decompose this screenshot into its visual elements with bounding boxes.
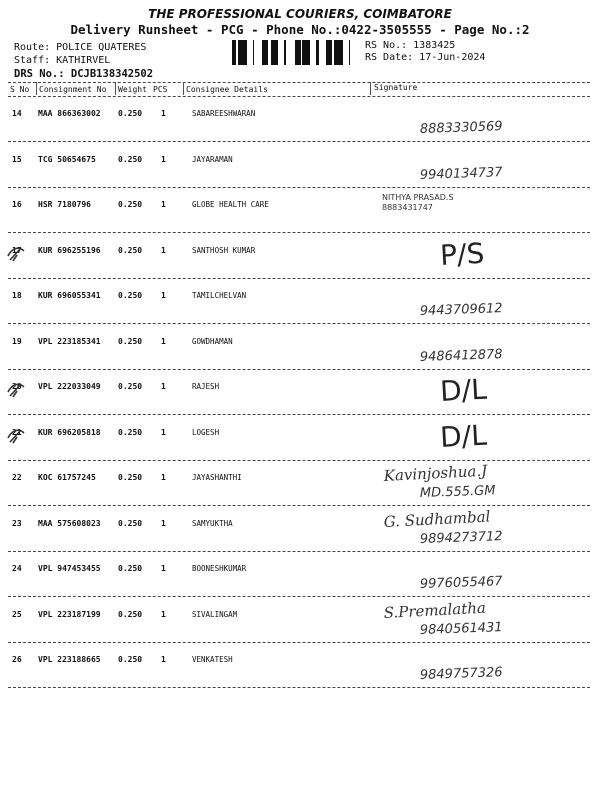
row-weight: 0.250: [118, 473, 143, 482]
signature-print: NITHYA PRASAD.S: [382, 193, 454, 202]
signature-area: [370, 416, 595, 460]
row-sno: 21: [12, 427, 22, 437]
staff-label: Staff: KATHIRVEL: [14, 55, 111, 66]
header-divider: [370, 82, 371, 95]
row-sno: 15: [12, 154, 22, 164]
signature-phone: 9849757326: [419, 665, 503, 683]
row-consignee: TAMILCHELVAN: [192, 291, 247, 300]
row-consignment: KUR 696205818: [38, 427, 101, 437]
row-pcs: 1: [161, 655, 166, 664]
signature-line-1: Kavinjoshua.J: [383, 461, 488, 485]
signature-phone: 9894273712: [419, 528, 503, 547]
drs-number: DRS No.: DCJB138342502: [14, 68, 154, 80]
row-pcs: 1: [161, 245, 166, 255]
row-consignment: VPL 223187199: [38, 609, 101, 619]
table-row: [0, 325, 600, 370]
signature-area: [370, 279, 595, 323]
pen-mark-icon: [5, 242, 27, 264]
row-divider: [8, 687, 590, 688]
row-weight: 0.250: [118, 336, 143, 346]
row-consignment: VPL 223185341: [38, 336, 101, 346]
row-consignment: HSR 7180796: [38, 200, 91, 209]
company-name: THE PROFESSIONAL COURIERS, COIMBATORE: [148, 7, 452, 21]
signature-phone: 9486412878: [419, 346, 503, 365]
row-weight: 0.250: [118, 609, 143, 619]
signature-area: [370, 598, 595, 642]
table-row: [0, 188, 600, 233]
row-weight: 0.250: [118, 427, 143, 437]
signature-line-1: D/L: [439, 372, 488, 409]
row-weight: 0.250: [118, 245, 143, 255]
row-sno: 16: [12, 200, 22, 209]
header-weight: Weight: [118, 85, 147, 94]
signature-area: [370, 552, 595, 596]
row-sno: 25: [12, 609, 22, 619]
runsheet-title: Delivery Runsheet - PCG - Phone No.:0422-3505555 - Page No.:2: [70, 22, 530, 37]
signature-area: [370, 461, 595, 505]
row-consignee: BOONESHKUMAR: [192, 564, 247, 573]
header-sno: S No: [10, 85, 30, 94]
signature-phone: MD.555.GM: [419, 483, 496, 501]
row-sno: 18: [12, 291, 22, 300]
signature-phone: 9443709612: [419, 301, 503, 319]
row-pcs: 1: [161, 336, 166, 346]
row-consignment: VPL 223188665: [38, 655, 101, 664]
signature-phone: 9840561431: [419, 619, 503, 638]
row-pcs: 1: [161, 154, 166, 164]
row-consignment: VPL 947453455: [38, 564, 101, 573]
row-pcs: 1: [161, 473, 166, 482]
row-consignee: GOWDHAMAN: [192, 336, 233, 346]
header-signature: Signature: [374, 83, 418, 92]
signature-area: [370, 97, 595, 141]
row-weight: 0.250: [118, 655, 143, 664]
signature-phone: 9940134737: [419, 164, 503, 183]
row-consignment: MAA 866363002: [38, 109, 101, 118]
route-label: Route: POLICE QUATERES: [14, 42, 147, 53]
row-pcs: 1: [161, 518, 166, 528]
header-consignment: Consignment No: [39, 85, 107, 94]
signature-area: [370, 143, 595, 187]
table-row: [0, 643, 600, 688]
row-consignee: SANTHOSH KUMAR: [192, 245, 256, 255]
pen-mark-icon: [5, 378, 27, 400]
signature-area: [370, 188, 595, 232]
row-consignment: KUR 696055341: [38, 291, 101, 300]
table-row: [0, 234, 600, 279]
row-weight: 0.250: [118, 564, 143, 573]
row-sno: 24: [12, 564, 22, 573]
row-consignee: RAJESH: [192, 382, 220, 391]
table-row: [0, 97, 600, 142]
table-row: [0, 370, 600, 415]
header-divider: [115, 82, 116, 95]
row-consignment: KUR 696255196: [38, 245, 101, 255]
row-weight: 0.250: [118, 200, 143, 209]
signature-area: [370, 370, 595, 414]
row-consignee: GLOBE HEALTH CARE: [192, 200, 269, 209]
row-sno: 17: [12, 245, 22, 255]
rs-number: RS No.: 1383425: [365, 40, 456, 51]
row-consignee: JAYASHANTHI: [192, 473, 242, 482]
row-pcs: 1: [161, 427, 166, 437]
row-pcs: 1: [161, 382, 166, 391]
row-weight: 0.250: [118, 109, 143, 118]
signature-area: [370, 234, 595, 278]
row-consignee: SABAREESHWARAN: [192, 109, 256, 118]
header-divider: [36, 82, 37, 95]
table-row: [0, 552, 600, 597]
row-pcs: 1: [161, 200, 166, 209]
row-weight: 0.250: [118, 291, 143, 300]
pen-mark-icon: [5, 424, 27, 446]
row-weight: 0.250: [118, 154, 143, 164]
header-divider: [183, 82, 184, 95]
row-pcs: 1: [161, 564, 166, 573]
row-pcs: 1: [161, 609, 166, 619]
row-sno: 23: [12, 518, 22, 528]
signature-area: [370, 325, 595, 369]
header-top-line: [8, 82, 590, 83]
signature-line-1: P/S: [439, 236, 486, 272]
row-consignee: VENKATESH: [192, 655, 233, 664]
row-pcs: 1: [161, 291, 166, 300]
row-sno: 20: [12, 382, 22, 391]
rs-date: RS Date: 17-Jun-2024: [365, 52, 486, 63]
row-consignee: LOGESH: [192, 427, 220, 437]
table-row: [0, 507, 600, 552]
row-consignment: TCG 50654675: [38, 154, 96, 164]
row-sno: 19: [12, 336, 22, 346]
signature-line-1: S.Premalatha: [383, 598, 487, 622]
row-weight: 0.250: [118, 382, 143, 391]
row-consignment: VPL 222033049: [38, 382, 101, 391]
signature-phone: 9976055467: [419, 574, 503, 592]
row-consignment: MAA 575608023: [38, 518, 101, 528]
row-consignment: KOC 61757245: [38, 473, 96, 482]
signature-line-1: G. Sudhambal: [383, 506, 491, 531]
signature-area: [370, 643, 595, 687]
table-row: [0, 143, 600, 188]
row-sno: 26: [12, 655, 22, 664]
table-row: [0, 416, 600, 461]
table-row: [0, 598, 600, 643]
header-consignee: Consignee Details: [186, 85, 268, 94]
signature-print-2: 8883431747: [382, 203, 433, 212]
row-consignee: SAMYUKTHA: [192, 518, 233, 528]
table-row: [0, 279, 600, 324]
row-sno: 14: [12, 109, 22, 118]
row-consignee: JAYARAMAN: [192, 154, 233, 164]
header-pcs: PCS: [153, 85, 168, 94]
row-weight: 0.250: [118, 518, 143, 528]
row-sno: 22: [12, 473, 22, 482]
signature-area: [370, 507, 595, 551]
signature-phone: 8883330569: [419, 119, 503, 137]
row-consignee: SIVALINGAM: [192, 609, 238, 619]
signature-line-1: D/L: [439, 418, 488, 454]
row-pcs: 1: [161, 109, 166, 118]
barcode: [232, 40, 358, 65]
table-row: [0, 461, 600, 506]
